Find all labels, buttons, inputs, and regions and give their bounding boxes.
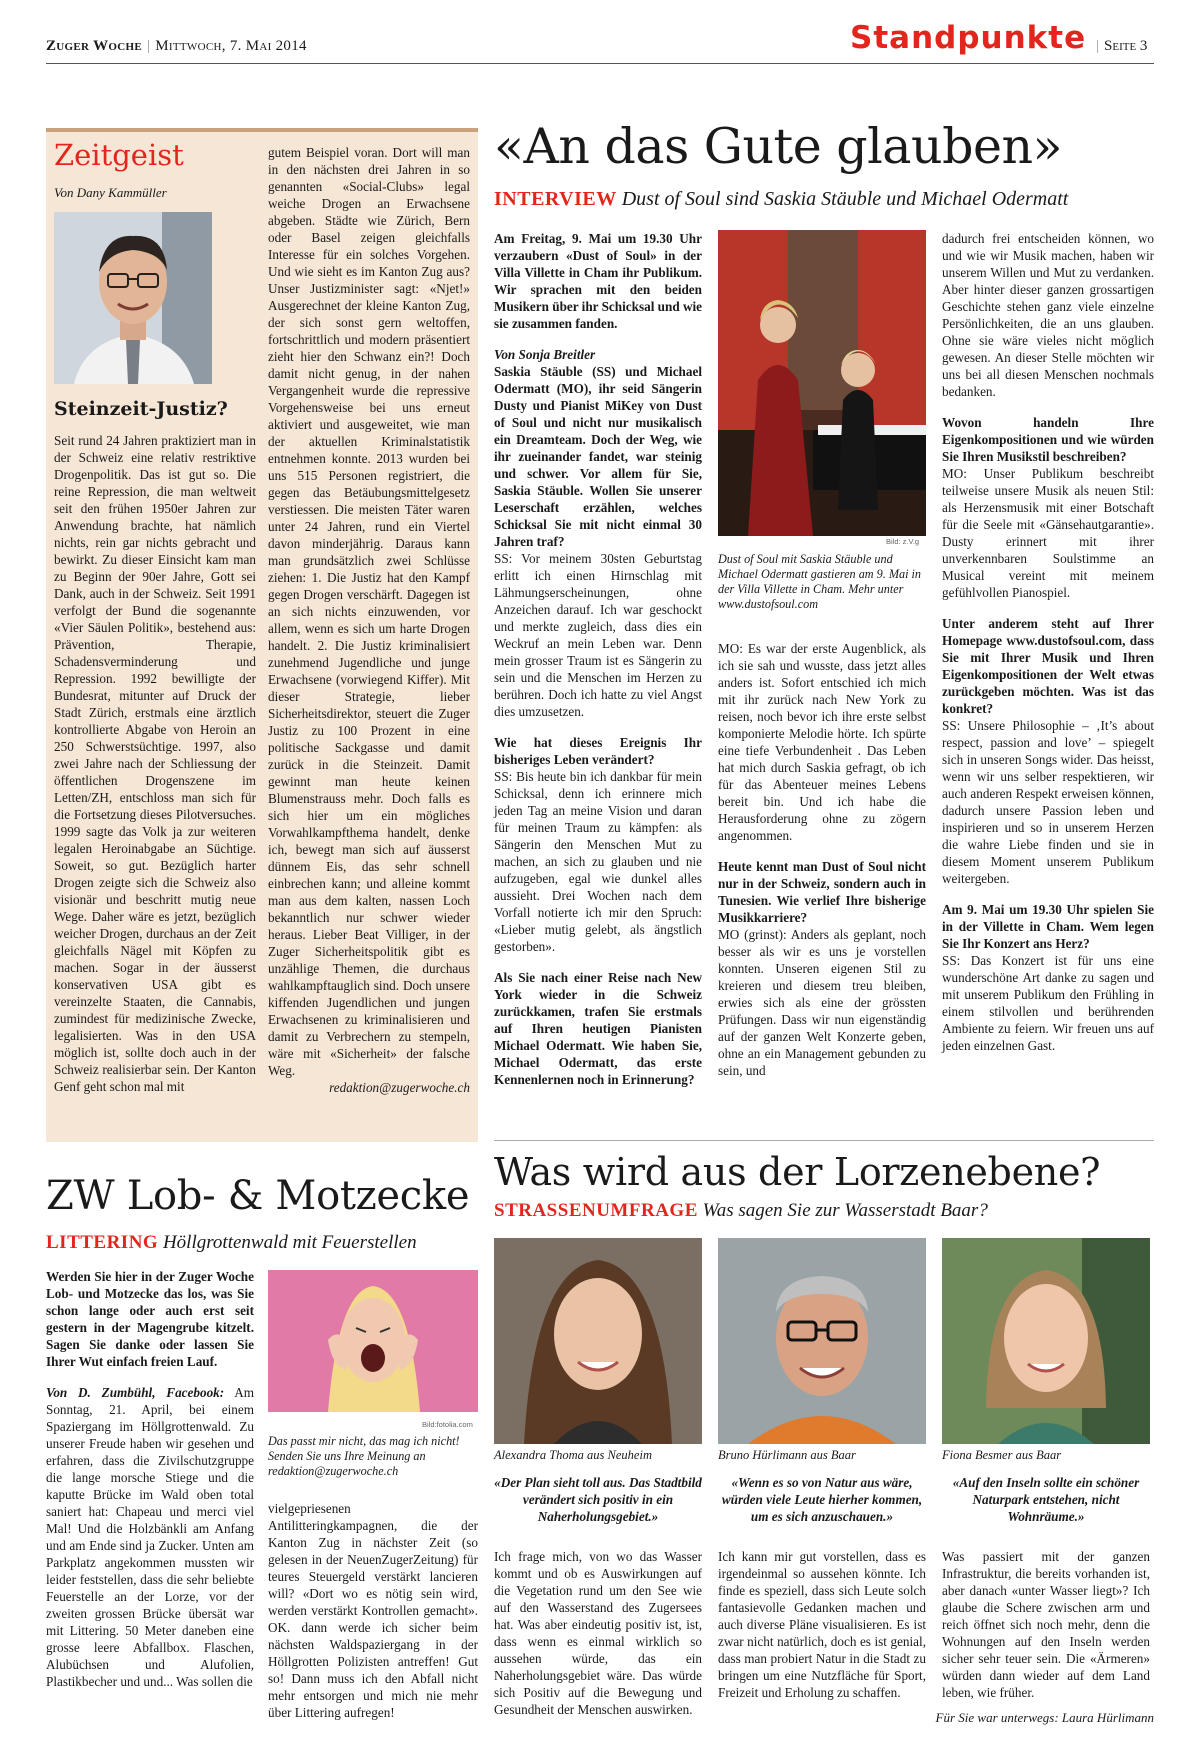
lorzen-kicker-line bbox=[494, 1200, 988, 1222]
respondent-photo-3 bbox=[942, 1238, 1150, 1444]
lobmotz-lead: Werden Sie hier in der Zuger Woche Lob- und Motzecke das los, was Sie schon lange oder auch erst seit gestern in der Magengrube kitzelt. Sagen Sie danke oder lassen Sie Ihrer Wut einfach freien Lauf. bbox=[46, 1269, 254, 1369]
zeitgeist-text-2: gutem Beispiel voran. Dort will man in den nächsten drei Jahren in so genannten «Social-Clubs» legal weiche Drogen an Erwachsene abgeben. Städte wie Zürich, Bern oder Basel zeigen gleichfalls Interesse für ein solches Vorgehen. Und wie sieht es im Kanton Zug aus? Unser Justizminister sagt: «Njet!» Ausgerechnet der kleine Kanton Zug, der sich sonst gern weltoffen, fortschrittlich und modern präsentiert zieht hier den Schwanz ein?! Doch damit nicht genug, in der nahen Vergangenheit wurde die repressive Vorgehensweise bei uns erneut aktiviert und ausgeweitet, wie man der aktuellen Kriminalstatistik entnehmen konnte. 2013 wurden bei uns 515 Personen registriert, die gegen das Betäubungsmittelgesetz verstiessen. Die meisten Täter waren unter 24 Jahren, rund ein Viertel davon minderjährig. Daraus kann man grundsätzlich zwei Schlüsse ziehen: 1. Die Justiz hat den Kampf gegen Drogen verschärft. Dagegen ist an sich nichts einzuwenden, vor allem, wenn es sich um harte Drogen handelt. 2. Die Justiz kriminalisiert zunehmend Jugendliche und junge Erwachsene (vorwiegend Kiffer). Mit dieser Strategie, lieber Sicherheitsdirektor, steuert die Zuger Justiz zu 100 Prozent in eine politische Sackgasse und damit zurück in die Steinzeit. Damit gewinnt man heute keinen Blumenstrauss mehr. Doch falls es sich hier um ein mögliches Vorwahlkampfthema handelt, denke ich, bewegt man sich auf äusserst dünnem Eis, das sehr schnell einbrechen kann; und alleine kommt man aus dem kalten, nassen Loch bekanntlich nur schwer wieder heraus. Lieber Beat Villiger, in der Zuger Sicherheitspolitik gibt es unzählige Themen, die durchaus wahlkampftauglich sind. Doch unsere kiffenden Jugendlichen und jungen Erwachsenen zu kriminalisieren und damit zu Verbrechern zu stempeln, wäre mit «Sicherheit» der falsche Weg. bbox=[268, 145, 470, 1078]
respondent-text-1: Ich frage mich, von wo das Wasser kommt und ob es Auswirkungen auf die Vegetation rund um den See wie auf den Wasserstand des Zugersees hat. Was aber eindeutig positiv ist, ist, dass wenn es einmal wirklich so aussehen würde, das ein Naherholungsgebiet wäre. Das würde sich Positiv auf die Bewegung und Gesundheit der Menschen auswirken. bbox=[494, 1549, 702, 1717]
interview-question-1: Saskia Stäuble (SS) und Michael Odermatt (MO), ihr seid Sängerin Dusty und Pianist MiKey von Dust of Soul und nicht nur musikalisch ein Dreamteam. Doch der Weg, wie ihr zueinander fandet, war steinig und schwer. Vor allem für Sie, Saskia Stäuble. Wollen Sie unserer Leserschaft erzählen, welches Schicksal Sie mit nicht einmal 30 Jahren traf? bbox=[494, 364, 702, 549]
respondent-quote-3: «Auf den Inseln sollte ein schöner Naturpark entstehen, nicht Wohnräume.» bbox=[952, 1475, 1140, 1524]
zeitgeist-email: redaktion@zugerwoche.ch bbox=[329, 1080, 470, 1095]
interview-answer-3: MO: Es war der erste Augenblick, als ich sie sah und wusste, dass jetzt alles anders ist. Sofort entschied ich mich mit ihr zurück nach New York zu reisen, noch bevor ich ihre erste selbst komponierte Melodie hörte. Ich spürte eine tiefe Verbundenheit . Das Leben hat mich durch Saskia gefragt, ob ich für das Abenteuer meines Lebens bereit bin. Und ich habe die Herausforderung ohne zu zögern angenommen. bbox=[718, 641, 926, 843]
respondent-quote-1: «Der Plan sieht toll aus. Das Stadtbild verändert sich positiv in ein Naherholungsgebiet.» bbox=[494, 1475, 702, 1524]
interview-answer-1: SS: Vor meinem 30sten Geburtstag erlitt ich einen Hirnschlag mit Lähmungserscheinungen, ohne Anzeichen darauf. Ich war geschockt und merkte zugleich, dass dies ein Weckruf an mein Leben war. Denn mein grosser Traum ist es Sängerin zu sein und die Menschen im Herzen zu berühren. Doch ich hatte zu viel Angst dies umzusetzen. bbox=[494, 551, 702, 719]
band-illustration bbox=[718, 230, 926, 536]
interview-question-5: Wovon handeln Ihre Eigenkompositionen und wie würden Sie Ihren Musikstil beschreiben? bbox=[942, 415, 1154, 464]
respondent-2-illustration bbox=[718, 1238, 926, 1444]
zeitgeist-column-1 bbox=[54, 432, 256, 1095]
lobmotz-text-2: vielgepriesenen Antilitteringkampagnen, die der Kanton Zug in nächster Zeit (so gelesen in der NeuenZugerZeitung) für teures Steuergeld verstärkt lancieren will? «Dort wo es nötig sein wird, werden verstärkt Kontrollen gemacht». OK. dann werde ich sicher beim nächsten Waldspaziergang in der Höllgrotten Polizisten antreffen! Gut so! Dann muss ich den Abfall nicht mehr entsorgen und mich nie mehr über Littering aufregen! bbox=[268, 1501, 478, 1720]
lorzen-subtitle: Was sagen Sie zur Wasserstadt Baar? bbox=[702, 1200, 988, 1221]
respondent-text-3: Was passiert mit der ganzen Infrastruktur, die bereits vorhanden ist, aber danach «unter Wasser liegt»? Ich glaube die Schere zwischen arm und reich öffnet sich noch mehr, denn die Wohnungen auf den Inseln werden sicher sehr teuer sein. Die «Ärmeren» würden dann wieder auf dem Land leben, wie früher. bbox=[942, 1549, 1150, 1700]
interview-question-4: Heute kennt man Dust of Soul nicht nur in der Schweiz, sondern auch in Tunesien. Wie verlief Ihre bisherige Musikkarriere? bbox=[718, 859, 926, 925]
interview-answer-2: SS: Bis heute bin ich dankbar für mein Schicksal, denn ich erinnere mich jeden Tag an meine Vision und daran für meinen Traum zu kämpfen: als Sängerin den Menschen Mut zu machen, an sich zu glauben und nie aufzugeben, egal wie dunkel alles aussieht. Drei Wochen nach dem Vorfall notierte ich mir den Spruch: «Lieber mutig gelebt, als ängstlich gestorben». bbox=[494, 769, 702, 954]
section-title: Standpunkte bbox=[850, 20, 1087, 56]
zeitgeist-column-2 bbox=[268, 144, 470, 1096]
interview-question-6: Unter anderem steht auf Ihrer Homepage www.dustofsoul.com, dass Sie mit Ihrer Musik und Ihren Eigenkompositionen der Welt etwas zurückgeben möchten. Was ist das konkret? bbox=[942, 616, 1154, 716]
band-photo-caption: Dust of Soul mit Saskia Stäuble und Michael Odermatt gastieren am 9. Mai in der Villa Villette in Cham. Mehr unter www.dustofsoul.com bbox=[718, 552, 921, 611]
lobmotz-photo-credit: Bild:fotolia.com bbox=[422, 1420, 473, 1429]
interview-question-7: Am 9. Mai um 19.30 Uhr spielen Sie in der Villette in Cham. Wem legen Sie Ihr Konzert ans Herz? bbox=[942, 902, 1154, 951]
lorzen-kicker: STRASSENUMFRAGE bbox=[494, 1200, 698, 1221]
interview-answer-4: MO (grinst): Anders als geplant, noch besser als wir es uns je vorstellen konnten. Unseren eigenen Stil zu kreieren und diesem treu bleiben, erwies sich als eine der grössten Prüfungen. Dass wir nun eigenständig auf der ganzen Welt Konzerte geben, ohne an ein Management gebunden zu sein, und bbox=[718, 927, 926, 1078]
respondent-1-illustration bbox=[494, 1238, 702, 1444]
interview-kicker-line bbox=[494, 188, 1068, 211]
page-number: | Seite 3 bbox=[1096, 38, 1148, 54]
issue-date: Mittwoch, 7. Mai 2014 bbox=[155, 38, 307, 54]
interview-kicker: INTERVIEW bbox=[494, 188, 617, 210]
interview-subtitle: Dust of Soul sind Saskia Stäuble und Michael Odermatt bbox=[621, 188, 1069, 210]
band-photo-credit: Bild: z.V.g bbox=[886, 537, 920, 546]
respondent-photo-1 bbox=[494, 1238, 702, 1444]
interview-answer-6: SS: Unsere Philosophie – ‚It’s about respect, passion and love’ – spiegelt sich in unseren Songs wider. Das heisst, wenn wir uns selber respektieren, wir auch anderen Respekt erweisen können, dadurch unsere Passion leben und inspirieren und so in unserem Herzen die wahre Liebe finden und sie in diesem Moment unserem Publikum weitergeben. bbox=[942, 718, 1154, 886]
respondent-quote-2: «Wenn es so von Natur aus wäre, würden viele Leute hierher kommen, um es sich anzuschauen.» bbox=[721, 1475, 923, 1524]
shouting-woman-illustration bbox=[268, 1270, 478, 1412]
lorzen-divider bbox=[494, 1140, 1154, 1141]
respondent-name-1: Alexandra Thoma aus Neuheim bbox=[494, 1448, 652, 1462]
lobmotz-byline: Von D. Zumbühl, Facebook: bbox=[46, 1385, 225, 1400]
zeitgeist-author: Von Dany Kammüller bbox=[54, 185, 167, 200]
interview-question-3: Als Sie nach einer Reise nach New York wieder in die Schweiz zurückkamen, trafen Sie erstmals auf Ihren heutigen Pianisten Michael Odermatt. Wie haben Sie, Michael Odermatt, das erste Kennenlernen noch in Erinnerung? bbox=[494, 970, 702, 1087]
band-photo bbox=[718, 230, 926, 536]
respondent-name-2: Bruno Hürlimann aus Baar bbox=[718, 1448, 856, 1462]
author-portrait-photo bbox=[54, 212, 212, 384]
lobmotz-title: ZW Lob- & Motzecke bbox=[46, 1173, 470, 1219]
interview-column-3 bbox=[942, 230, 1154, 1054]
zeitgeist-headline: Steinzeit-Justiz? bbox=[54, 398, 228, 420]
interview-answer-5: MO: Unser Publikum beschreibt teilweise unsere Musik als neuen Stil: als Herzensmusik mit einer Botschaft für die Seele mit «Gänsehautgarantie». Dusty erinnert mit ihrer unverkennbaren Soulstimme an Musical vereint mit meinem gefühlvollen Pianospiel. bbox=[942, 466, 1154, 600]
interview-answer-4-cont: dadurch frei entscheiden können, wo und wie wir Musik machen, haben wir unserem Willen und Mut zu verdanken. Aber hinter dieser ganzen grossartigen Geschichte stehen ganz viele einzelne Persönlichkeiten, die an uns glauben. Ohne sie wäre vieles nicht möglich gewesen. An dieser Stelle möchten wir uns bei all diesen Menschen nochmals bedanken. bbox=[942, 231, 1154, 399]
interview-question-2: Wie hat dieses Ereignis Ihr bisheriges Leben verändert? bbox=[494, 735, 702, 767]
lobmotz-kicker: LITTERING bbox=[46, 1232, 159, 1253]
shouting-woman-photo bbox=[268, 1270, 478, 1412]
respondent-name-3: Fiona Besmer aus Baar bbox=[942, 1448, 1062, 1462]
interview-lead: Am Freitag, 9. Mai um 19.30 Uhr verzaubern «Dust of Soul» in der Villa Villette in Cham ihr Publikum. Wir sprachen mit den beiden Musikern über ihr Schicksal und wie sie zusammen fanden. bbox=[494, 231, 702, 331]
lobmotz-text-1: Am Sonntag, 21. April, bei einem Spaziergang im Höllgrottenwald. Zu unserer Freude haben wir gesehen und erfahren, dass die Zivilschutzgruppe die lange morsche Stiege und die kaputte Brücke im Wald oben total saniert hat: Chapeau und merci viel Mal! Und die Holzbänkli am Anfang und am Ende sind ja Zucker. Unten am Parkplatz angekommen mussten wir leider feststellen, dass die sehr beliebte Feuerstelle an der Lorze, vor der zweiten grossen Brücke übersät war mit Littering. 50 Meter daneben eine grosse leere Abfallbox. Flaschen, Alubüchsen und Alufolien, Plastikbecher und und... Was sollen die bbox=[46, 1385, 254, 1689]
portrait-illustration bbox=[54, 212, 212, 384]
respondent-text-2: Ich kann mir gut vorstellen, dass es irgendeinmal so aussehen könnte. Ich finde es speziell, dass sich Leute solch fantasievolle Gedanken machen und auch diverse Pläne visualisieren. Es ist zwar nicht natürlich, doch es ist genial, dass man probiert Natur in die Stadt zu bringen um eine Nutzfläche für Sport, Freizeit und Erholung zu schaffen. bbox=[718, 1549, 926, 1700]
lobmotz-column-2 bbox=[268, 1500, 478, 1721]
publication-name: Zuger Woche bbox=[46, 38, 142, 54]
lorzen-footer-credit: Für Sie war unterwegs: Laura Hürlimann bbox=[935, 1710, 1154, 1725]
lorzen-title: Was wird aus der Lorzenebene? bbox=[494, 1150, 1101, 1194]
interview-title: «An das Gute glauben» bbox=[494, 118, 1062, 175]
zeitgeist-title: Zeitgeist bbox=[54, 138, 184, 172]
interview-column-2 bbox=[718, 640, 926, 1079]
page-header-left: Zuger Woche | Mittwoch, 7. Mai 2014 bbox=[46, 38, 307, 54]
interview-column-1 bbox=[494, 230, 702, 1088]
respondent-photo-2 bbox=[718, 1238, 926, 1444]
respondent-3-illustration bbox=[942, 1238, 1150, 1444]
header-divider bbox=[46, 63, 1154, 64]
page-number-label: Seite 3 bbox=[1104, 38, 1148, 54]
lobmotz-photo-caption: Das passt mir nicht, das mag ich nicht! Senden Sie uns Ihre Meinung an redaktion@zugerwoche.ch bbox=[268, 1434, 460, 1478]
zeitgeist-text-1: Seit rund 24 Jahren praktiziert man in der Schweiz eine relativ restriktive Drogenpolitik. Das ist gut so. Die reine Repression, die man weltweit seit den frühen 1950er Jahren zur Anwendung brachte, hat nämlich nichts, rein gar nichts gebracht und bewirkt. Zu dieser Einsicht kam man zu Beginn der 90er Jahre, Gott sei Dank, auch in der Schweiz. Seit 1991 verfolgt der Bund die sogenannte «Vier Säulen Politik», bestehend aus: Prävention, Therapie, Schadensverminderung und Repression. 1992 bewilligte der Bundesrat, mitunter auf Druck der Stadt Zürich, erstmals eine ärztlich kontrollierte Abgabe von Heroin an 250 Schwerstsüchtige. 1997, also zwei Jahre nach der Schliessung der öffentlichen Drogenszene im Letten/ZH, entschloss man sich für die Fortsetzung dieses Pilotversuches. 1999 sagte das Volk ja zur weiteren legalen Heroinabgabe an Süchtige. Soweit, so gut. Bezüglich harter Drogen zeigte sich die Schweiz also visionär und beschritt mutig neue Wege. Daher wäre es jetzt, bezüglich weicher Drogen, durchaus an der Zeit gleichfalls Nägel mit Köpfen zu machen. Sogar in der äusserst konservativen USA gibt es vereinzelte Staaten, die Cannabis, zumindest für medizinische Zwecke, legalisierten. Was in den USA möglich ist, sollte doch auch in der Schweiz realisierbar sein. Der Kanton Genf geht schon mal mit bbox=[54, 433, 256, 1094]
interview-answer-7: SS: Das Konzert ist für uns eine wunderschöne Art danke zu sagen und mit unserem Publikum den Frühling in einem stilvollen und berührenden Ambiente zu feiern. Wir freuen uns auf jeden einzelnen Gast. bbox=[942, 953, 1154, 1053]
lobmotz-column-1 bbox=[46, 1268, 254, 1690]
lobmotz-subtitle: Höllgrottenwald mit Feuerstellen bbox=[162, 1232, 417, 1253]
lobmotz-kicker-line bbox=[46, 1232, 417, 1254]
interview-byline: Von Sonja Breitler bbox=[494, 347, 596, 362]
